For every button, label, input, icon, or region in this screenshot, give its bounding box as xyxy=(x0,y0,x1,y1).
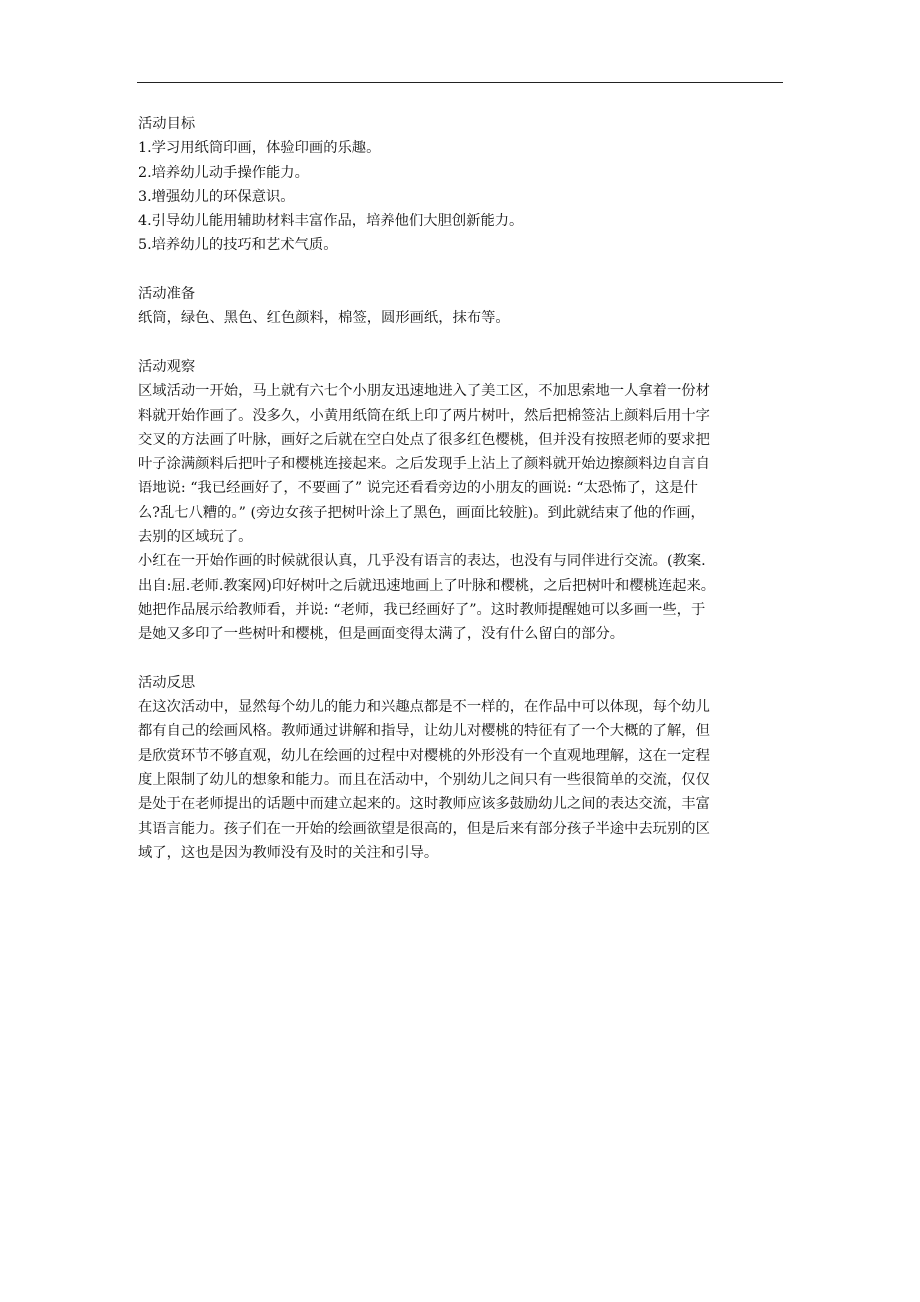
section-heading: 活动目标 xyxy=(138,116,196,132)
text-line: 4.引导幼儿能用辅助材料丰富作品，培养他们大胆创新能力。 xyxy=(138,213,524,230)
section-goals xyxy=(138,112,786,258)
text-line: 2.培养幼儿动手操作能力。 xyxy=(138,164,309,181)
text-line: 出自:屈.老师.教案网)印好树叶之后就迅速地画上了叶脉和樱桃，之后把树叶和樱桃连起来。 xyxy=(138,577,716,594)
section-observation xyxy=(138,355,786,647)
text-line: 她把作品展示给教师看，并说: “老师，我已经画好了”。这时教师提醒她可以多画一些，于 xyxy=(138,601,706,618)
text-line: 都有自己的绘画风格。教师通过讲解和指导，让幼儿对樱桃的特征有了一个大概的了解，但 xyxy=(138,723,710,740)
text-line: 1.学习用纸筒印画，体验印画的乐趣。 xyxy=(138,140,381,157)
document-body xyxy=(138,112,786,865)
text-line: 度上限制了幼儿的想象和能力。而且在活动中，个别幼儿之间只有一些很简单的交流，仅仅 xyxy=(138,772,710,789)
text-line: 其语言能力。孩子们在一开始的绘画欲望是很高的，但是后来有部分孩子半途中去玩别的区 xyxy=(138,820,710,837)
text-line: 5.培养幼儿的技巧和艺术气质。 xyxy=(138,237,338,254)
text-line: 3.增强幼儿的环保意识。 xyxy=(138,188,295,205)
text-line: 交叉的方法画了叶脉，画好之后就在空白处点了很多红色樱桃，但并没有按照老师的要求把 xyxy=(138,431,710,448)
text-line: 域了，这也是因为教师没有及时的关注和引导。 xyxy=(138,844,439,861)
text-line: 叶子涂满颜料后把叶子和樱桃连接起来。之后发现手上沾上了颜料就开始边擦颜料边自言自 xyxy=(138,456,710,473)
text-line: 小红在一开始作画的时候就很认真，几乎没有语言的表达，也没有与同伴进行交流。(教案. xyxy=(138,553,706,570)
text-line: 纸筒，绿色、黑色、红色颜料，棉签，圆形画纸，抹布等。 xyxy=(138,310,510,327)
section-reflection xyxy=(138,671,786,865)
text-line: 去别的区域玩了。 xyxy=(138,529,253,546)
text-line: 料就开始作画了。没多久，小黄用纸筒在纸上印了两片树叶，然后把棉签沾上颜料后用十字 xyxy=(138,407,710,424)
section-heading: 活动准备 xyxy=(138,286,196,303)
text-line: 区域活动一开始，马上就有六七个小朋友迅速地进入了美工区，不加思索地一人拿着一份材 xyxy=(138,383,710,400)
text-line: 在这次活动中，显然每个幼儿的能力和兴趣点都是不一样的，在作品中可以体现，每个幼儿 xyxy=(138,699,710,716)
text-line: 是欣赏环节不够直观，幼儿在绘画的过程中对樱桃的外形没有一个直观地理解，这在一定程 xyxy=(138,747,710,764)
section-heading: 活动反思 xyxy=(138,674,196,691)
text-line: 是她又多印了一些树叶和樱桃，但是画面变得太满了，没有什么留白的部分。 xyxy=(138,626,625,643)
text-line: 么?乱七八糟的。” (旁边女孩子把树叶涂上了黑色，画面比较脏)。到此就结束了他的作画， xyxy=(138,504,705,521)
header-rule xyxy=(137,82,783,83)
section-preparation xyxy=(138,282,786,331)
section-heading: 活动观察 xyxy=(138,358,196,375)
text-line: 语地说: “我已经画好了，不要画了” 说完还看看旁边的小朋友的画说: “太恐怖了，这是什 xyxy=(138,480,698,497)
text-line: 是处于在老师提出的话题中而建立起来的。这时教师应该多鼓励幼儿之间的表达交流，丰富 xyxy=(138,796,710,813)
